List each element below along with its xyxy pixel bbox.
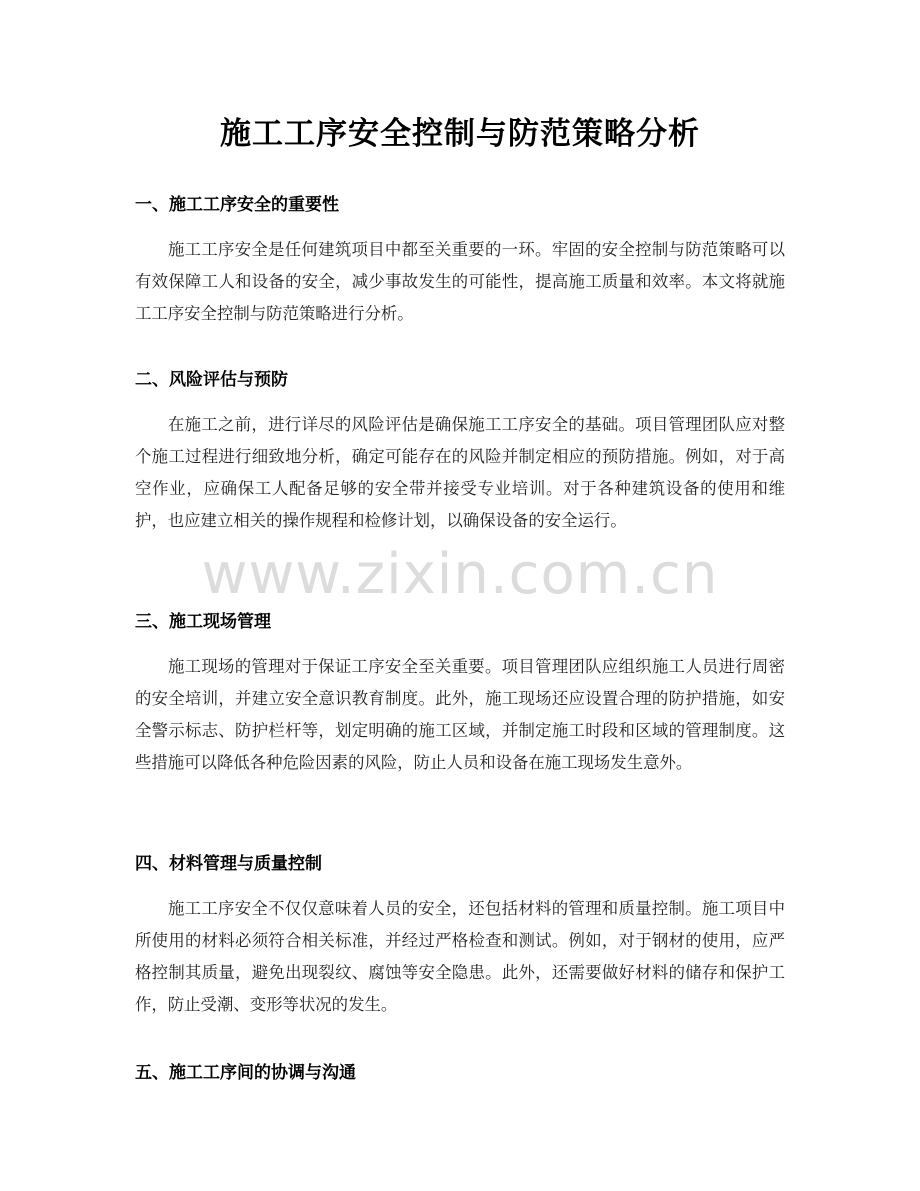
section-paragraph-2: 在施工之前，进行详尽的风险评估是确保施工工序安全的基础。项目管理团队应对整个施工过程进行细致地分析，确定可能存在的风险并制定相应的预防措施。例如，对于高空作业，应确保工人配备足够的安全带并接受专业培训。对于各种建筑设备的使用和维护，也应建立相关的操作规程和检修计划，以确保设备的安全运行。 xyxy=(135,415,785,530)
watermark: www.zixin.com.cn xyxy=(201,542,719,607)
section-heading-1: 一、施工工序安全的重要性 xyxy=(135,195,339,215)
section-paragraph-4: 施工工序安全不仅仅意味着人员的安全，还包括材料的管理和质量控制。施工项目中所使用的材料必须符合相关标准，并经过严格检查和测试。例如，对于钢材的使用，应严格控制其质量，避免出现裂纹、腐蚀等安全隐患。此外，还需要做好材料的储存和保护工作，防止受潮、变形等状况的发生。 xyxy=(135,899,785,1014)
section-heading-4: 四、材料管理与质量控制 xyxy=(135,854,322,874)
section-heading-3: 三、施工现场管理 xyxy=(135,612,271,632)
page-title: 施工工序安全控制与防范策略分析 xyxy=(220,116,700,152)
section-paragraph-1: 施工工序安全是任何建筑项目中都至关重要的一环。牢固的安全控制与防范策略可以有效保障工人和设备的安全，减少事故发生的可能性，提高施工质量和效率。本文将就施工工序安全控制与防范策略进行分析。 xyxy=(135,240,785,323)
section-paragraph-3: 施工现场的管理对于保证工序安全至关重要。项目管理团队应组织施工人员进行周密的安全培训，并建立安全意识教育制度。此外，施工现场还应设置合理的防护措施，如安全警示标志、防护栏杆等，划定明确的施工区域，并制定施工时段和区域的管理制度。这些措施可以降低各种危险因素的风险，防止人员和设备在施工现场发生意外。 xyxy=(135,657,785,772)
section-heading-5: 五、施工工序间的协调与沟通 xyxy=(135,1063,356,1083)
section-heading-2: 二、风险评估与预防 xyxy=(135,370,288,390)
